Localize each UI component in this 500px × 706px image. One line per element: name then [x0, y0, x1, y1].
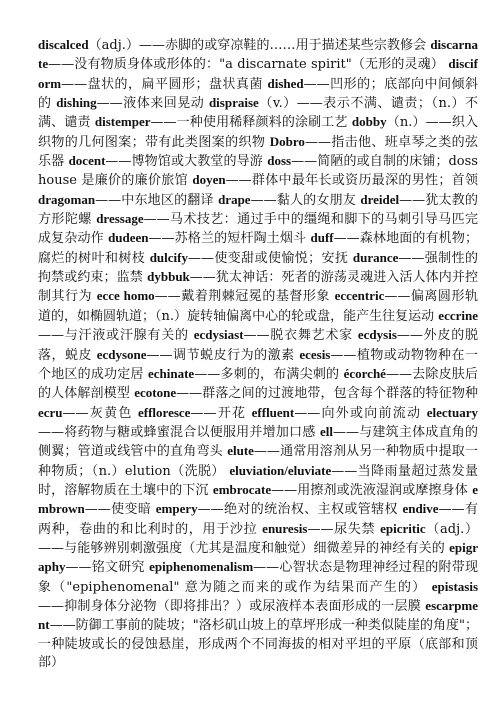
glossary-definition: ——马术技艺：通过手中的缰绳和脚下的马刺引导马匹完成复杂动作	[38, 212, 478, 247]
glossary-definition: ——铭文研究	[65, 560, 145, 576]
glossary-term: ecdysiast	[193, 327, 244, 343]
glossary-term: ecesis	[299, 346, 331, 362]
glossary-term: doyen	[192, 172, 226, 188]
glossary-definition: ——灰黄色	[62, 405, 133, 421]
glossary-term: ecce homo	[96, 288, 155, 304]
glossary-term: elute	[227, 443, 254, 459]
glossary-term: dished	[267, 75, 304, 91]
glossary-definition: ——森林地面的有机物；腐烂的树叶和树枝	[38, 231, 478, 266]
glossary-definition: ——脱衣舞艺术家	[243, 328, 353, 344]
glossary-definition: ——调节蜕皮行为的激素	[146, 347, 295, 363]
glossary-term: echinate	[147, 365, 195, 381]
glossary-definition: ——使变甜或使愉悦；安抚	[188, 250, 349, 266]
glossary-term: discarnate	[38, 37, 478, 72]
glossary-definition: ——戴着荆棘冠冕的基督形象	[154, 289, 330, 305]
glossary-term: epiphenomenalism	[149, 559, 254, 575]
glossary-term: docent	[68, 153, 106, 169]
glossary-definition: ——盘状的，扁平圆形；盘状真菌	[61, 76, 263, 92]
glossary-definition: ——开花	[190, 405, 247, 421]
glossary-term: dudeen	[108, 230, 149, 246]
glossary-definition: （adj.）——与能够辨别刺激强度（尤其是温度和触觉）细微差异的神经有关的	[38, 521, 478, 556]
glossary-term: effluent	[251, 404, 295, 420]
glossary-definition: ——用擦剂或洗液湿润或摩擦身体	[271, 482, 468, 498]
glossary-term: dreidel	[360, 191, 400, 207]
glossary-definition: ——凹形的；底部向中间倾斜的	[38, 76, 478, 112]
glossary-term: ecdysis	[357, 327, 397, 343]
glossary-term: eccrine	[438, 307, 478, 323]
glossary-definition: ——群体中最年长或资历最深的男性；首领	[225, 173, 478, 189]
glossary-definition: ——向外或向前流动	[294, 405, 422, 421]
glossary-term: dragoman	[38, 191, 96, 207]
glossary-term: ecdysone	[96, 346, 147, 362]
glossary-definition: ——去除皮肤后的人体解剖模型	[38, 366, 478, 402]
glossary-definition: ——植物或动物物种在一个地区的成功定居	[38, 347, 478, 382]
glossary-paragraph	[38, 36, 478, 672]
glossary-definition: ——指击他、班卓琴之类的弦乐器	[38, 134, 478, 170]
glossary-term: dispraise	[208, 95, 259, 111]
glossary-definition: ——没有物质身体或形体的："a discarnate spirit"（无形的灵魂）	[48, 57, 445, 73]
glossary-definition: ——简陋的或自制的床铺；dosshouse 是廉价的廉价旅馆	[38, 154, 478, 189]
glossary-definition: （v.）——表示不满、谴责；（n.）不满、谴责	[38, 96, 478, 131]
glossary-term: discalced	[38, 37, 89, 52]
glossary-term: dobby	[351, 114, 387, 130]
glossary-definition: ——多刺的，布满尖刺的	[194, 366, 340, 382]
glossary-term: dybbuk	[147, 269, 190, 285]
glossary-definition: ——外皮的脱落，蜕皮	[38, 328, 478, 363]
glossary-definition: ——心智状态是物理神经过程的附带现象（"epiphenomenal" 意为随之而来的或作为结果而产生的）	[38, 560, 478, 595]
glossary-definition: （adj.）——赤脚的或穿凉鞋的……用于描述某些宗教修会	[88, 38, 427, 53]
glossary-term: effloresce	[138, 404, 191, 420]
glossary-term: eccentric	[334, 288, 385, 304]
glossary-term: duff	[310, 230, 334, 246]
glossary-term: ecotone	[134, 385, 177, 401]
glossary-term: drape	[218, 191, 251, 207]
glossary-definition: ——与汗液或汗腺有关的	[38, 328, 189, 344]
glossary-term: epigraphy	[38, 539, 478, 575]
glossary-definition: ——强制性的拘禁或约束；监禁	[38, 250, 478, 286]
glossary-definition: ——群落之间的过渡地带，包含每个群落的特征物种	[176, 386, 478, 402]
glossary-term: empery	[155, 501, 198, 517]
glossary-term: enuresis	[262, 520, 308, 536]
glossary-definition: ——防御工事前的陡坡；"洛杉矶山坡上的草坪形成一种类似陡崖的角度"；一种陡坡或长的侵蚀悬崖，形成两个不同海拔的相对平坦的平原（底部和顶部）	[38, 618, 478, 670]
glossary-definition: ——绝对的统治权、主权或管辖权	[197, 502, 398, 518]
glossary-term: ell	[319, 423, 333, 439]
glossary-definition: ——犹太教的方形陀螺	[38, 192, 478, 228]
glossary-term: écorché	[343, 365, 386, 381]
glossary-term: disciform	[38, 56, 478, 91]
glossary-term: durance	[352, 249, 399, 265]
glossary-term: doss	[267, 153, 292, 169]
glossary-definition: ——与建筑主体成直角的侧翼；管道或线管中的直角弯头	[38, 424, 478, 460]
glossary-definition: ——使变暗	[84, 502, 152, 518]
glossary-term: eluviation/eluviate	[229, 462, 332, 478]
glossary-term: escarpment	[38, 597, 478, 633]
glossary-term: dishing	[56, 95, 97, 111]
glossary-definition: ——偏离圆形轨道的，如椭圆轨道；（n.）旋转轴偏离中心的轮或盘，能产生往复运动	[38, 289, 478, 324]
glossary-definition: ——尿失禁	[307, 521, 376, 537]
glossary-term: epistasis	[431, 578, 479, 594]
glossary-definition: ——有两种，卷曲的和比利时的，用于沙拉	[38, 502, 478, 537]
glossary-definition: ——博物馆或大教堂的导游	[105, 154, 263, 170]
glossary-definition: ——中东地区的翻译	[95, 192, 214, 208]
glossary-term: dressage	[96, 211, 144, 227]
glossary-term: dulcify	[149, 249, 188, 265]
glossary-definition: ——当降雨量超过蒸发量时，溶解物质在土壤中的下沉	[38, 463, 478, 498]
glossary-term: ecru	[38, 404, 63, 420]
glossary-definition: （n.）——织入织物的几何图案；带有此类图案的织物	[38, 115, 478, 150]
glossary-term: electuary	[426, 404, 478, 420]
glossary-definition: ——苏格兰的短杆陶土烟斗	[148, 231, 307, 247]
glossary-term: epicritic	[380, 520, 426, 536]
glossary-definition: ——一种使用稀释颜料的涂刷工艺	[150, 115, 348, 131]
glossary-definition: ——通常用溶剂从另一种物质中提取一种物质；（n.）elution（洗脱）	[38, 444, 478, 479]
glossary-definition: ——抑制身体分泌物（即将排出？）或尿液样本表面形成的一层膜	[38, 598, 421, 614]
glossary-definition: ——液体来回晃动	[96, 96, 205, 112]
glossary-definition: ——黏人的女朋友	[250, 192, 357, 208]
glossary-term: Dobro	[269, 133, 305, 149]
glossary-definition: ——将药物与糖或蜂蜜混合以便服用并增加口感	[38, 424, 316, 440]
glossary-definition: ——犹太神话：死者的游荡灵魂进入活人体内并控制其行为	[38, 270, 478, 305]
glossary-term: embrocate	[212, 481, 272, 497]
glossary-term: embrown	[38, 481, 478, 517]
glossary-term: distemper	[94, 114, 151, 130]
glossary-term: endive	[402, 501, 439, 517]
